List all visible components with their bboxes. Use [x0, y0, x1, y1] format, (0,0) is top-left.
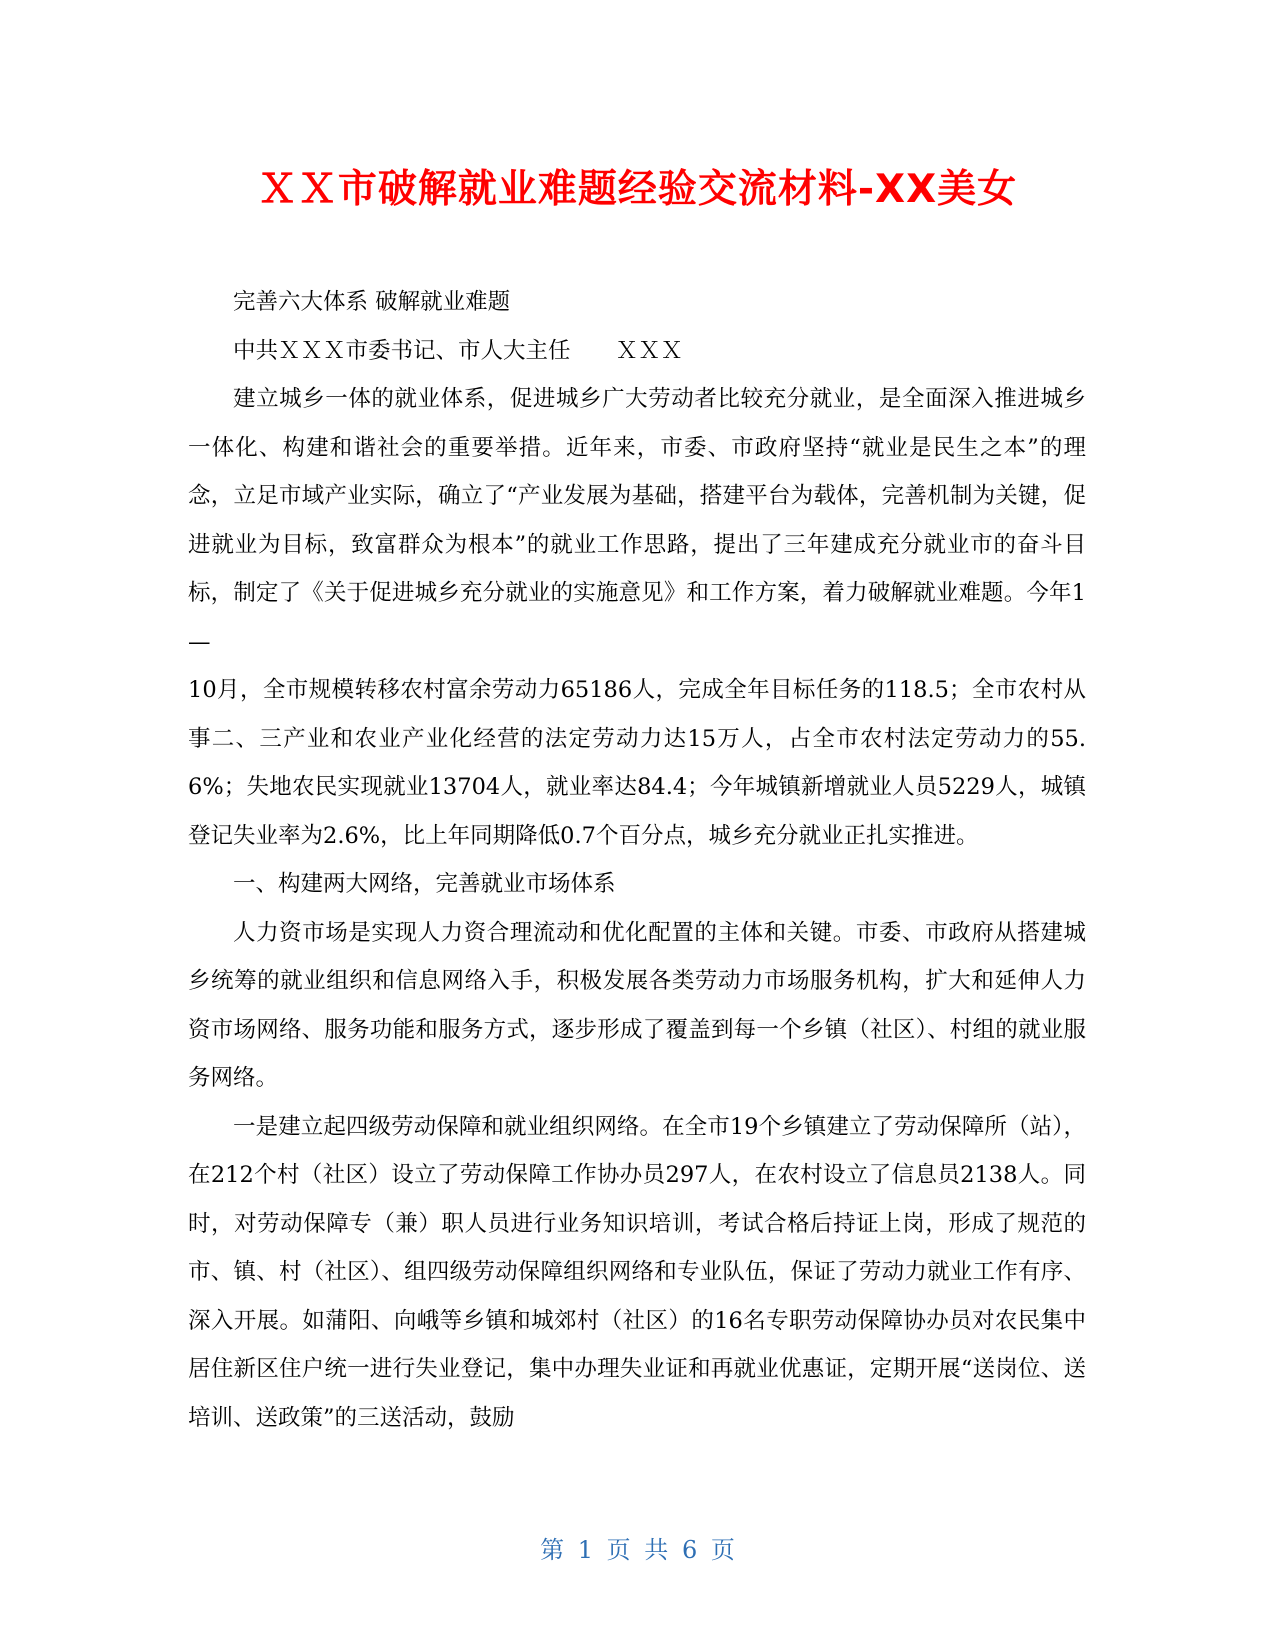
- document-title: ＸＸ市破解就业难题经验交流材料-XX美女: [257, 167, 1018, 212]
- page-footer: 第 1 页 共 6 页: [540, 1536, 735, 1564]
- paragraph-intro: 建立城乡一体的就业体系，促进城乡广大劳动者比较充分就业，是全面深入推进城乡一体化、构建和谐社会的重要举措。近年来，市委、市政府坚持“就业是民生之本”的理念，立足市域产业实际，确立了“产业发展为基础，搭建平台为载体，完善机制为关键，促进就业为目标，致富群众为根本”的就业工作思路，提出了三年建成充分就业市的奋斗目标，制定了《关于促进城乡充分就业的实施意见》和工作方案，着力破解就业难题。今年1—: [188, 386, 1086, 655]
- section-heading-1: 一、构建两大网络，完善就业市场体系: [233, 871, 616, 897]
- document-body: [188, 278, 1086, 1442]
- author-line: 中共ＸＸＸ市委书记、市人大主任 ＸＸＸ: [233, 337, 684, 364]
- paragraph-market: 人力资市场是实现人力资合理流动和优化配置的主体和关键。市委、市政府从搭建城乡统筹的就业组织和信息网络入手，积极发展各类劳动力市场服务机构，扩大和延伸人力资市场网络、服务功能和服务方式，逐步形成了覆盖到每一个乡镇（社区）、村组的就业服务网络。: [188, 919, 1086, 1091]
- paragraph-network: 一是建立起四级劳动保障和就业组织网络。在全市19个乡镇建立了劳动保障所（站），在212个村（社区）设立了劳动保障工作协办员297人，在农村设立了信息员2138人。同时，对劳动保障专（兼）职人员进行业务知识培训，考试合格后持证上岗，形成了规范的市、镇、村（社区）、组四级劳动保障组织网络和专业队伍，保证了劳动力就业工作有序、深入开展。如蒲阳、向峨等乡镇和城郊村（社区）的16名专职劳动保障协办员对农民集中居住新区住户统一进行失业登记，集中办理失业证和再就业优惠证，定期开展“送岗位、送培训、送政策”的三送活动，鼓励: [188, 1113, 1086, 1431]
- subtitle: 完善六大体系 破解就业难题: [233, 289, 511, 315]
- paragraph-statistics: 10月，全市规模转移农村富余劳动力65186人，完成全年目标任务的118.5；全市农村从事二、三产业和农业产业化经营的法定劳动力达15万人，占全市农村法定劳动力的55.6%；失地农民实现就业13704人，就业率达84.4；今年城镇新增就业人员5229人，城镇登记失业率为2.6%，比上年同期降低0.7个百分点，城乡充分就业正扎实推进。: [188, 677, 1086, 849]
